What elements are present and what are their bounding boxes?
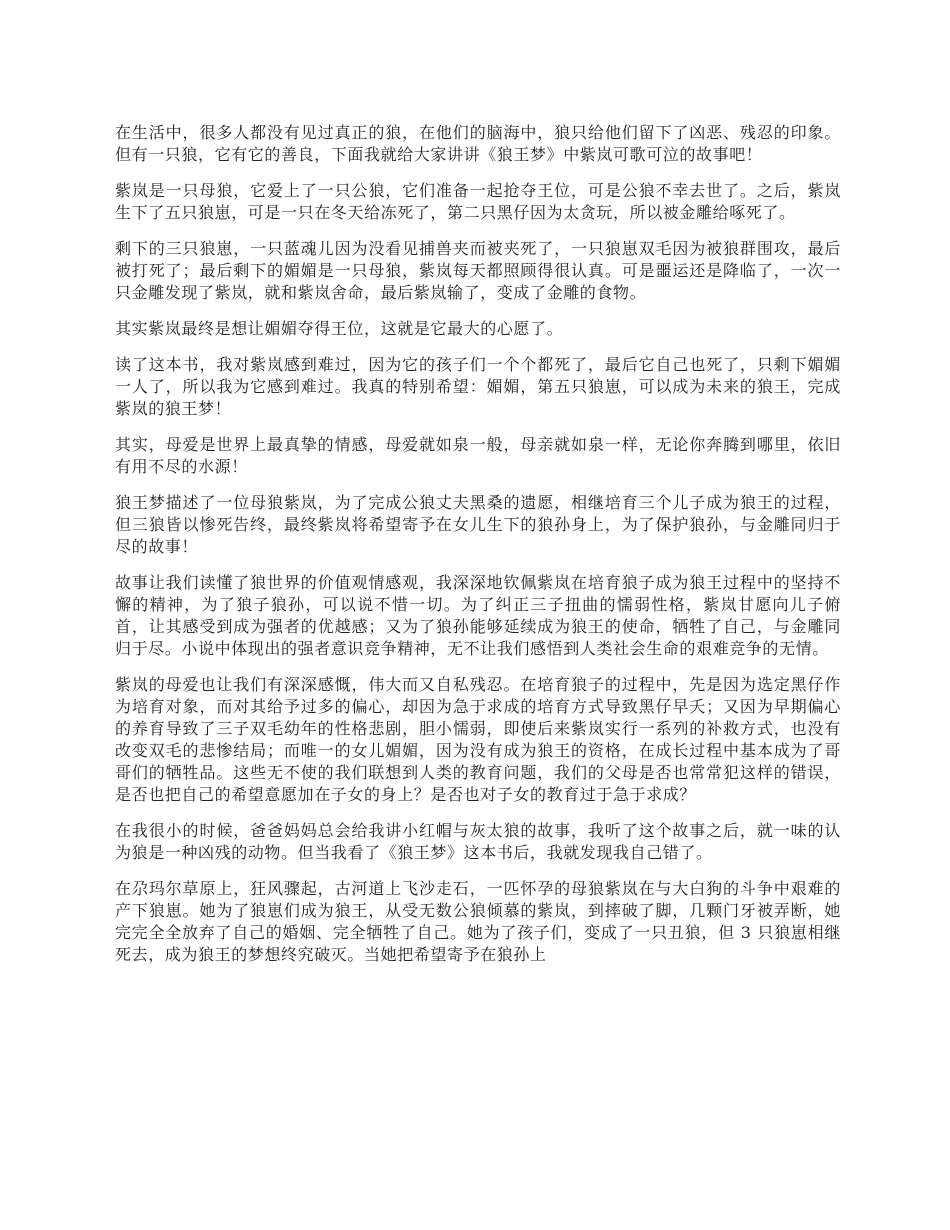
paragraph-9: 紫岚的母爱也让我们有深深感慨，伟大而又自私残忍。在培育狼子的过程中，先是因为选定黑仔作为培育对象，而对其给予过多的偏心，却因为急于求成的培育方式导致黑仔早夭；又因为早期偏心的养育导致了三子双毛幼年的性格悲剧，胆小懦弱，即使后来紫岚实行一系列的补救方式，也没有改变双毛的悲惨结局；而唯一的女儿媚媚，因为没有成为狼王的资格，在成长过程中基本成为了哥哥们的牺牲品。这些无不使的我们联想到人类的教育问题，我们的父母是否也常常犯这样的错误，是否也把自己的希望意愿加在子女的身上？是否也对子女的教育过于急于求成？ [115,675,841,804]
paragraph-7: 狼王梦描述了一位母狼紫岚，为了完成公狼丈夫黑桑的遗愿，相继培育三个儿子成为狼王的过程，但三狼皆以惨死告终，最终紫岚将希望寄予在女儿生下的狼孙身上，为了保护狼孙，与金雕同归于尽的故事！ [115,493,841,556]
paragraph-4: 其实紫岚最终是想让媚媚夺得王位，这就是它最大的心愿了。 [115,319,564,338]
paragraph-2: 紫岚是一只母狼，它爱上了一只公狼，它们准备一起抢夺王位，可是公狼不幸去世了。之后，紫岚生下了五只狼崽，可是一只在冬天给冻死了，第二只黑仔因为太贪玩，所以被金雕给啄死了。 [115,181,841,222]
paragraph-11: 在尕玛尔草原上，狂风骤起，古河道上飞沙走石，一匹怀孕的母狼紫岚在与大白狗的斗争中艰难的产下狼崽。她为了狼崽们成为狼王，从受无数公狼倾慕的紫岚，到摔破了脚，几颗门牙被弄断，她完完全全放弃了自己的婚姻、完全牺牲了自己。她为了孩子们，变成了一只丑狼，但 3 只狼崽相继死去，成为狼王的梦想终究破灭。当她把希望寄予在狼孙上 [115,879,841,964]
paragraph-1: 在生活中，很多人都没有见过真正的狼，在他们的脑海中，狼只给他们留下了凶恶、残忍的印象。但有一只狼，它有它的善良，下面我就给大家讲讲《狼王梦》中紫岚可歌可泣的故事吧！ [115,123,841,164]
paragraph-3: 剩下的三只狼崽，一只蓝魂儿因为没看见捕兽夹而被夹死了，一只狼崽双毛因为被狼群围攻，最后被打死了；最后剩下的媚媚是一只母狼，紫岚每天都照顾得很认真。可是噩运还是降临了，一次一只金雕发现了紫岚，就和紫岚舍命，最后紫岚输了，变成了金雕的食物。 [115,239,841,302]
paragraph-8: 故事让我们读懂了狼世界的价值观情感观，我深深地钦佩紫岚在培育狼子成为狼王过程中的坚持不懈的精神，为了狼子狼孙，可以说不惜一切。为了纠正三子扭曲的懦弱性格，紫岚甘愿向儿子俯首，让其感受到成为强者的优越感；又为了狼孙能够延续成为狼王的使命，牺牲了自己，与金雕同归于尽。小说中体现出的强者意识竞争精神，无不让我们感悟到人类社会生命的艰难竞争的无情。 [115,573,841,658]
paragraph-5: 读了这本书，我对紫岚感到难过，因为它的孩子们一个个都死了，最后它自己也死了，只剩下媚媚一人了，所以我为它感到难过。我真的特别希望：媚媚，第五只狼崽，可以成为未来的狼王，完成紫岚的狼王梦！ [115,355,841,418]
document-body [115,122,841,980]
paragraph-10: 在我很小的时候，爸爸妈妈总会给我讲小红帽与灰太狼的故事，我听了这个故事之后，就一味的认为狼是一种凶残的动物。但当我看了《狼王梦》这本书后，我就发现我自己错了。 [115,821,841,862]
paragraph-6: 其实，母爱是世界上最真挚的情感，母爱就如泉一般，母亲就如泉一样，无论你奔腾到哪里，依旧有用不尽的水源！ [115,435,841,476]
